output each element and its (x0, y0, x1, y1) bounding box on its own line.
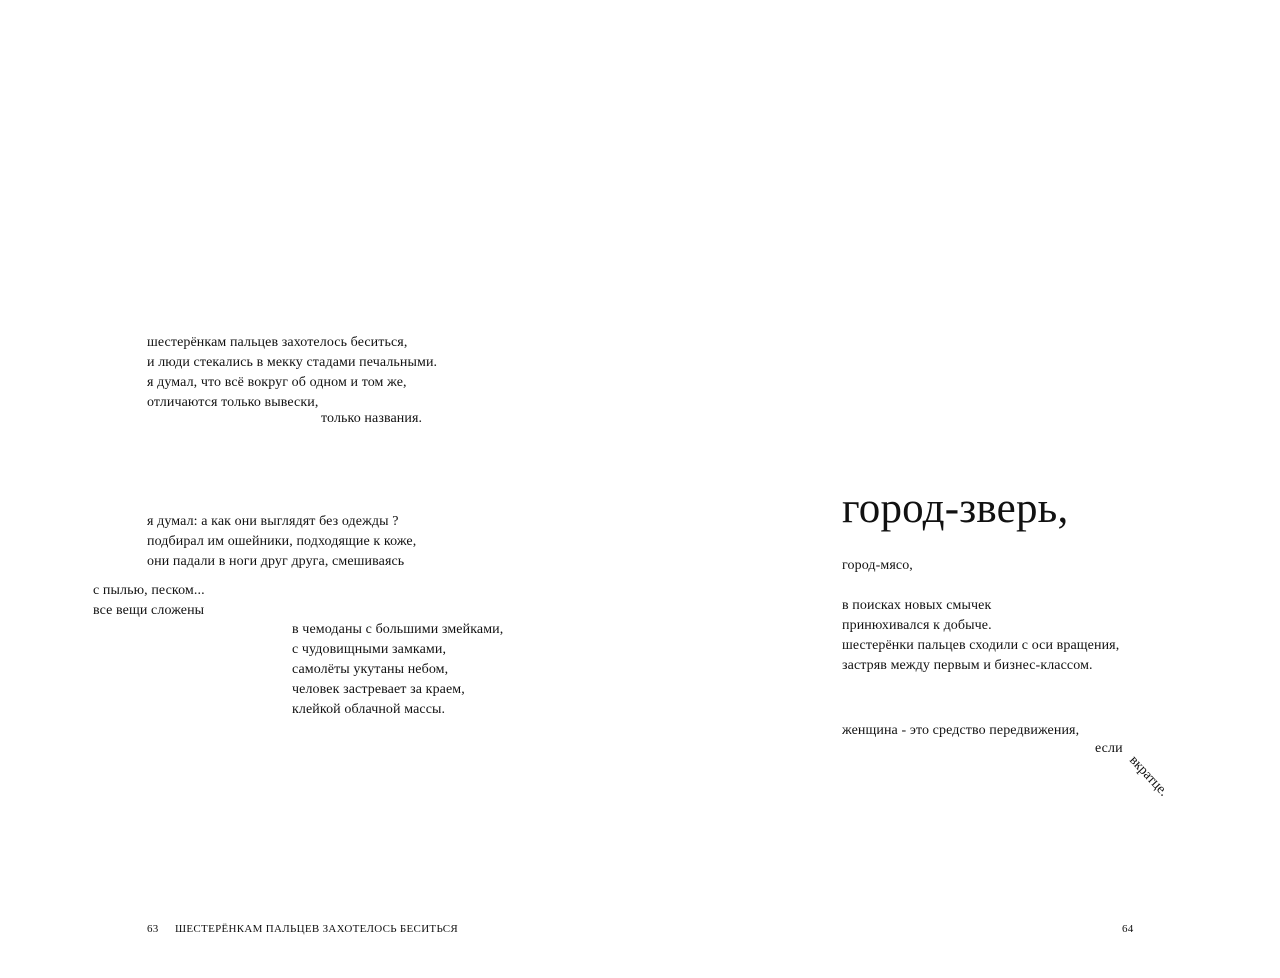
poem-subtitle: город-мясо, (842, 558, 913, 573)
poem-line: они падали в ноги друг друга, смешиваясь (147, 554, 405, 569)
poem-line: шестерёнки пальцев сходили с оси вращения, (842, 638, 1120, 653)
poem-line: человек застревает за краем, (292, 682, 465, 697)
poem-title: город-зверь, (842, 485, 1069, 532)
poem-line: шестерёнкам пальцев захотелось беситься, (147, 335, 408, 350)
poem-line: отличаются только вывески, (147, 395, 319, 410)
poem-line-indented: только названия. (321, 411, 423, 426)
page-number-right: 64 (1122, 923, 1134, 935)
poem-line: в поисках новых смычек (842, 598, 992, 613)
poem-line: подбирал им ошейники, подходящие к коже, (147, 534, 417, 549)
poem-line: женщина - это средство передвижения, (842, 723, 1080, 738)
poem-line: и люди стекались в мекку стадами печальными. (147, 355, 438, 370)
right-page (640, 0, 1280, 978)
poem-line-outdented: с пылью, песком... (93, 583, 205, 598)
rotated-word: вкратце. (1126, 753, 1171, 800)
running-head: ШЕСТЕРЁНКАМ ПАЛЬЦЕВ ЗАХОТЕЛОСЬ БЕСИТЬСЯ (175, 923, 459, 935)
poem-line: клейкой облачной массы. (292, 702, 446, 717)
poem-line-indented: если (1095, 741, 1123, 756)
poem-line: самолёты укутаны небом, (292, 662, 449, 677)
page-number-left: 63 (147, 923, 159, 935)
poem-line: принюхивался к добыче. (842, 618, 992, 633)
poem-line: я думал: а как они выглядят без одежды ? (147, 514, 399, 529)
poem-line: с чудовищными замками, (292, 642, 447, 657)
poem-line: я думал, что всё вокруг об одном и том же, (147, 375, 407, 390)
poem-line: в чемоданы с большими змейками, (292, 622, 504, 637)
poem-line: застряв между первым и бизнес-классом. (842, 658, 1093, 673)
poem-line-outdented: все вещи сложены (93, 603, 205, 618)
